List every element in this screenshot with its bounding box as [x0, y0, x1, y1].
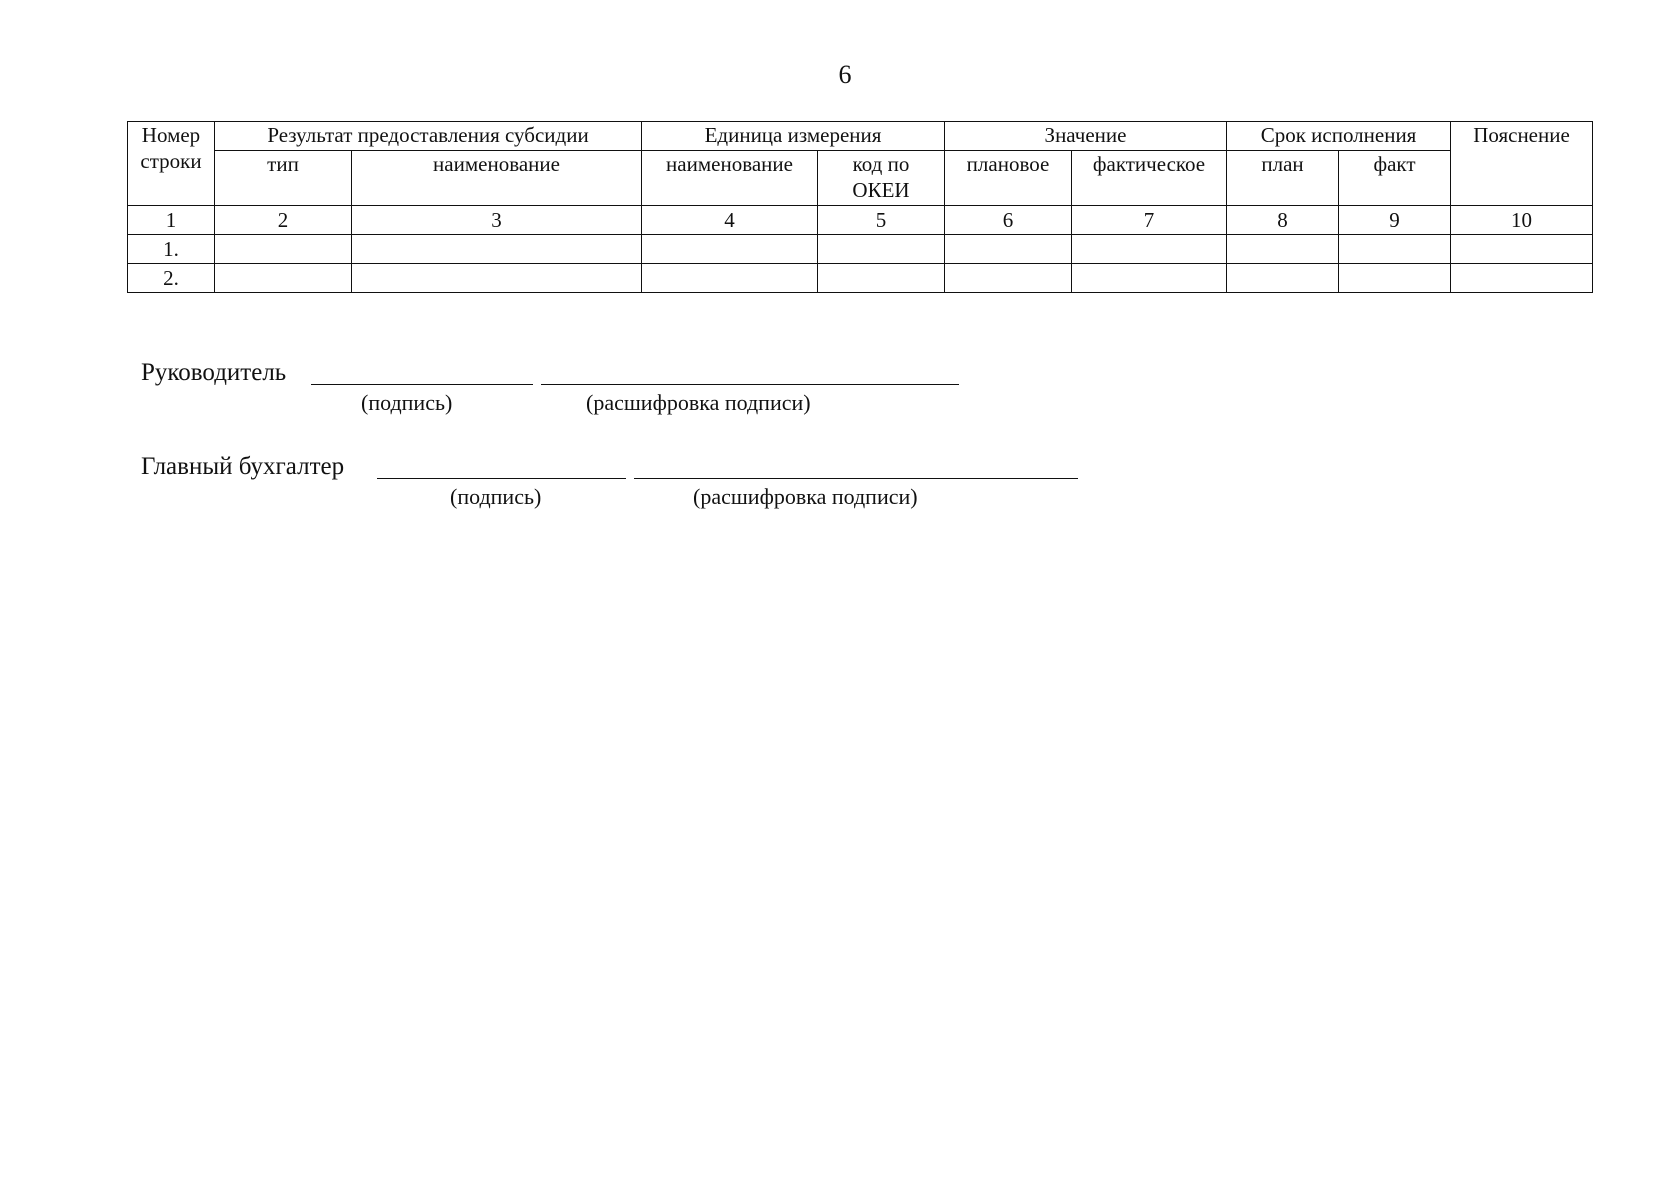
header-unit-name: наименование	[642, 151, 818, 206]
table-cell[interactable]	[1227, 264, 1339, 293]
table-cell[interactable]	[642, 264, 818, 293]
accountant-signature-caption: (подпись)	[450, 484, 542, 509]
table-row	[128, 235, 1593, 264]
column-number: 10	[1451, 206, 1593, 235]
row-number: 1.	[128, 235, 215, 264]
table-cell[interactable]	[945, 264, 1072, 293]
column-number: 3	[352, 206, 642, 235]
header-value: Значение	[945, 122, 1227, 151]
header-planned: плановое	[945, 151, 1072, 206]
table-cell[interactable]	[1072, 235, 1227, 264]
page-number: 6	[838, 60, 852, 89]
table-cell[interactable]	[1227, 235, 1339, 264]
accountant-label: Главный бухгалтер	[141, 453, 345, 480]
head-signature-line[interactable]	[311, 384, 533, 385]
header-type: тип	[215, 151, 352, 206]
header-plan: план	[1227, 151, 1339, 206]
row-number: 2.	[128, 264, 215, 293]
header-okei-code: код по ОКЕИ	[818, 151, 945, 206]
table-cell[interactable]	[1451, 264, 1593, 293]
head-signature-caption: (подпись)	[361, 390, 453, 415]
column-number-row	[128, 206, 1593, 235]
table-cell[interactable]	[352, 264, 642, 293]
head-decode-line[interactable]	[541, 384, 959, 385]
table-cell[interactable]	[945, 235, 1072, 264]
accountant-signature-line[interactable]	[377, 478, 626, 479]
column-number: 4	[642, 206, 818, 235]
head-decode-caption: (расшифровка подписи)	[586, 390, 811, 415]
header-fact: факт	[1339, 151, 1451, 206]
header-actual: фактическое	[1072, 151, 1227, 206]
table-cell[interactable]	[352, 235, 642, 264]
table-row	[128, 264, 1593, 293]
table-cell[interactable]	[1339, 235, 1451, 264]
column-number: 1	[128, 206, 215, 235]
header-result: Результат предоставления субсидии	[215, 122, 642, 151]
table-cell[interactable]	[818, 264, 945, 293]
header-name: наименование	[352, 151, 642, 206]
table-cell[interactable]	[215, 235, 352, 264]
header-unit: Единица измерения	[642, 122, 945, 151]
header-row-number: Номер строки	[128, 122, 215, 206]
table-cell[interactable]	[642, 235, 818, 264]
table-cell[interactable]	[215, 264, 352, 293]
results-table	[127, 121, 1593, 293]
table-cell[interactable]	[1339, 264, 1451, 293]
accountant-decode-line[interactable]	[634, 478, 1078, 479]
column-number: 9	[1339, 206, 1451, 235]
accountant-decode-caption: (расшифровка подписи)	[693, 484, 918, 509]
header-explanation: Пояснение	[1451, 122, 1593, 206]
column-number: 8	[1227, 206, 1339, 235]
table-cell[interactable]	[1451, 235, 1593, 264]
column-number: 7	[1072, 206, 1227, 235]
column-number: 6	[945, 206, 1072, 235]
table-cell[interactable]	[1072, 264, 1227, 293]
header-deadline: Срок исполнения	[1227, 122, 1451, 151]
column-number: 2	[215, 206, 352, 235]
head-label: Руководитель	[141, 359, 287, 386]
table-cell[interactable]	[818, 235, 945, 264]
column-number: 5	[818, 206, 945, 235]
